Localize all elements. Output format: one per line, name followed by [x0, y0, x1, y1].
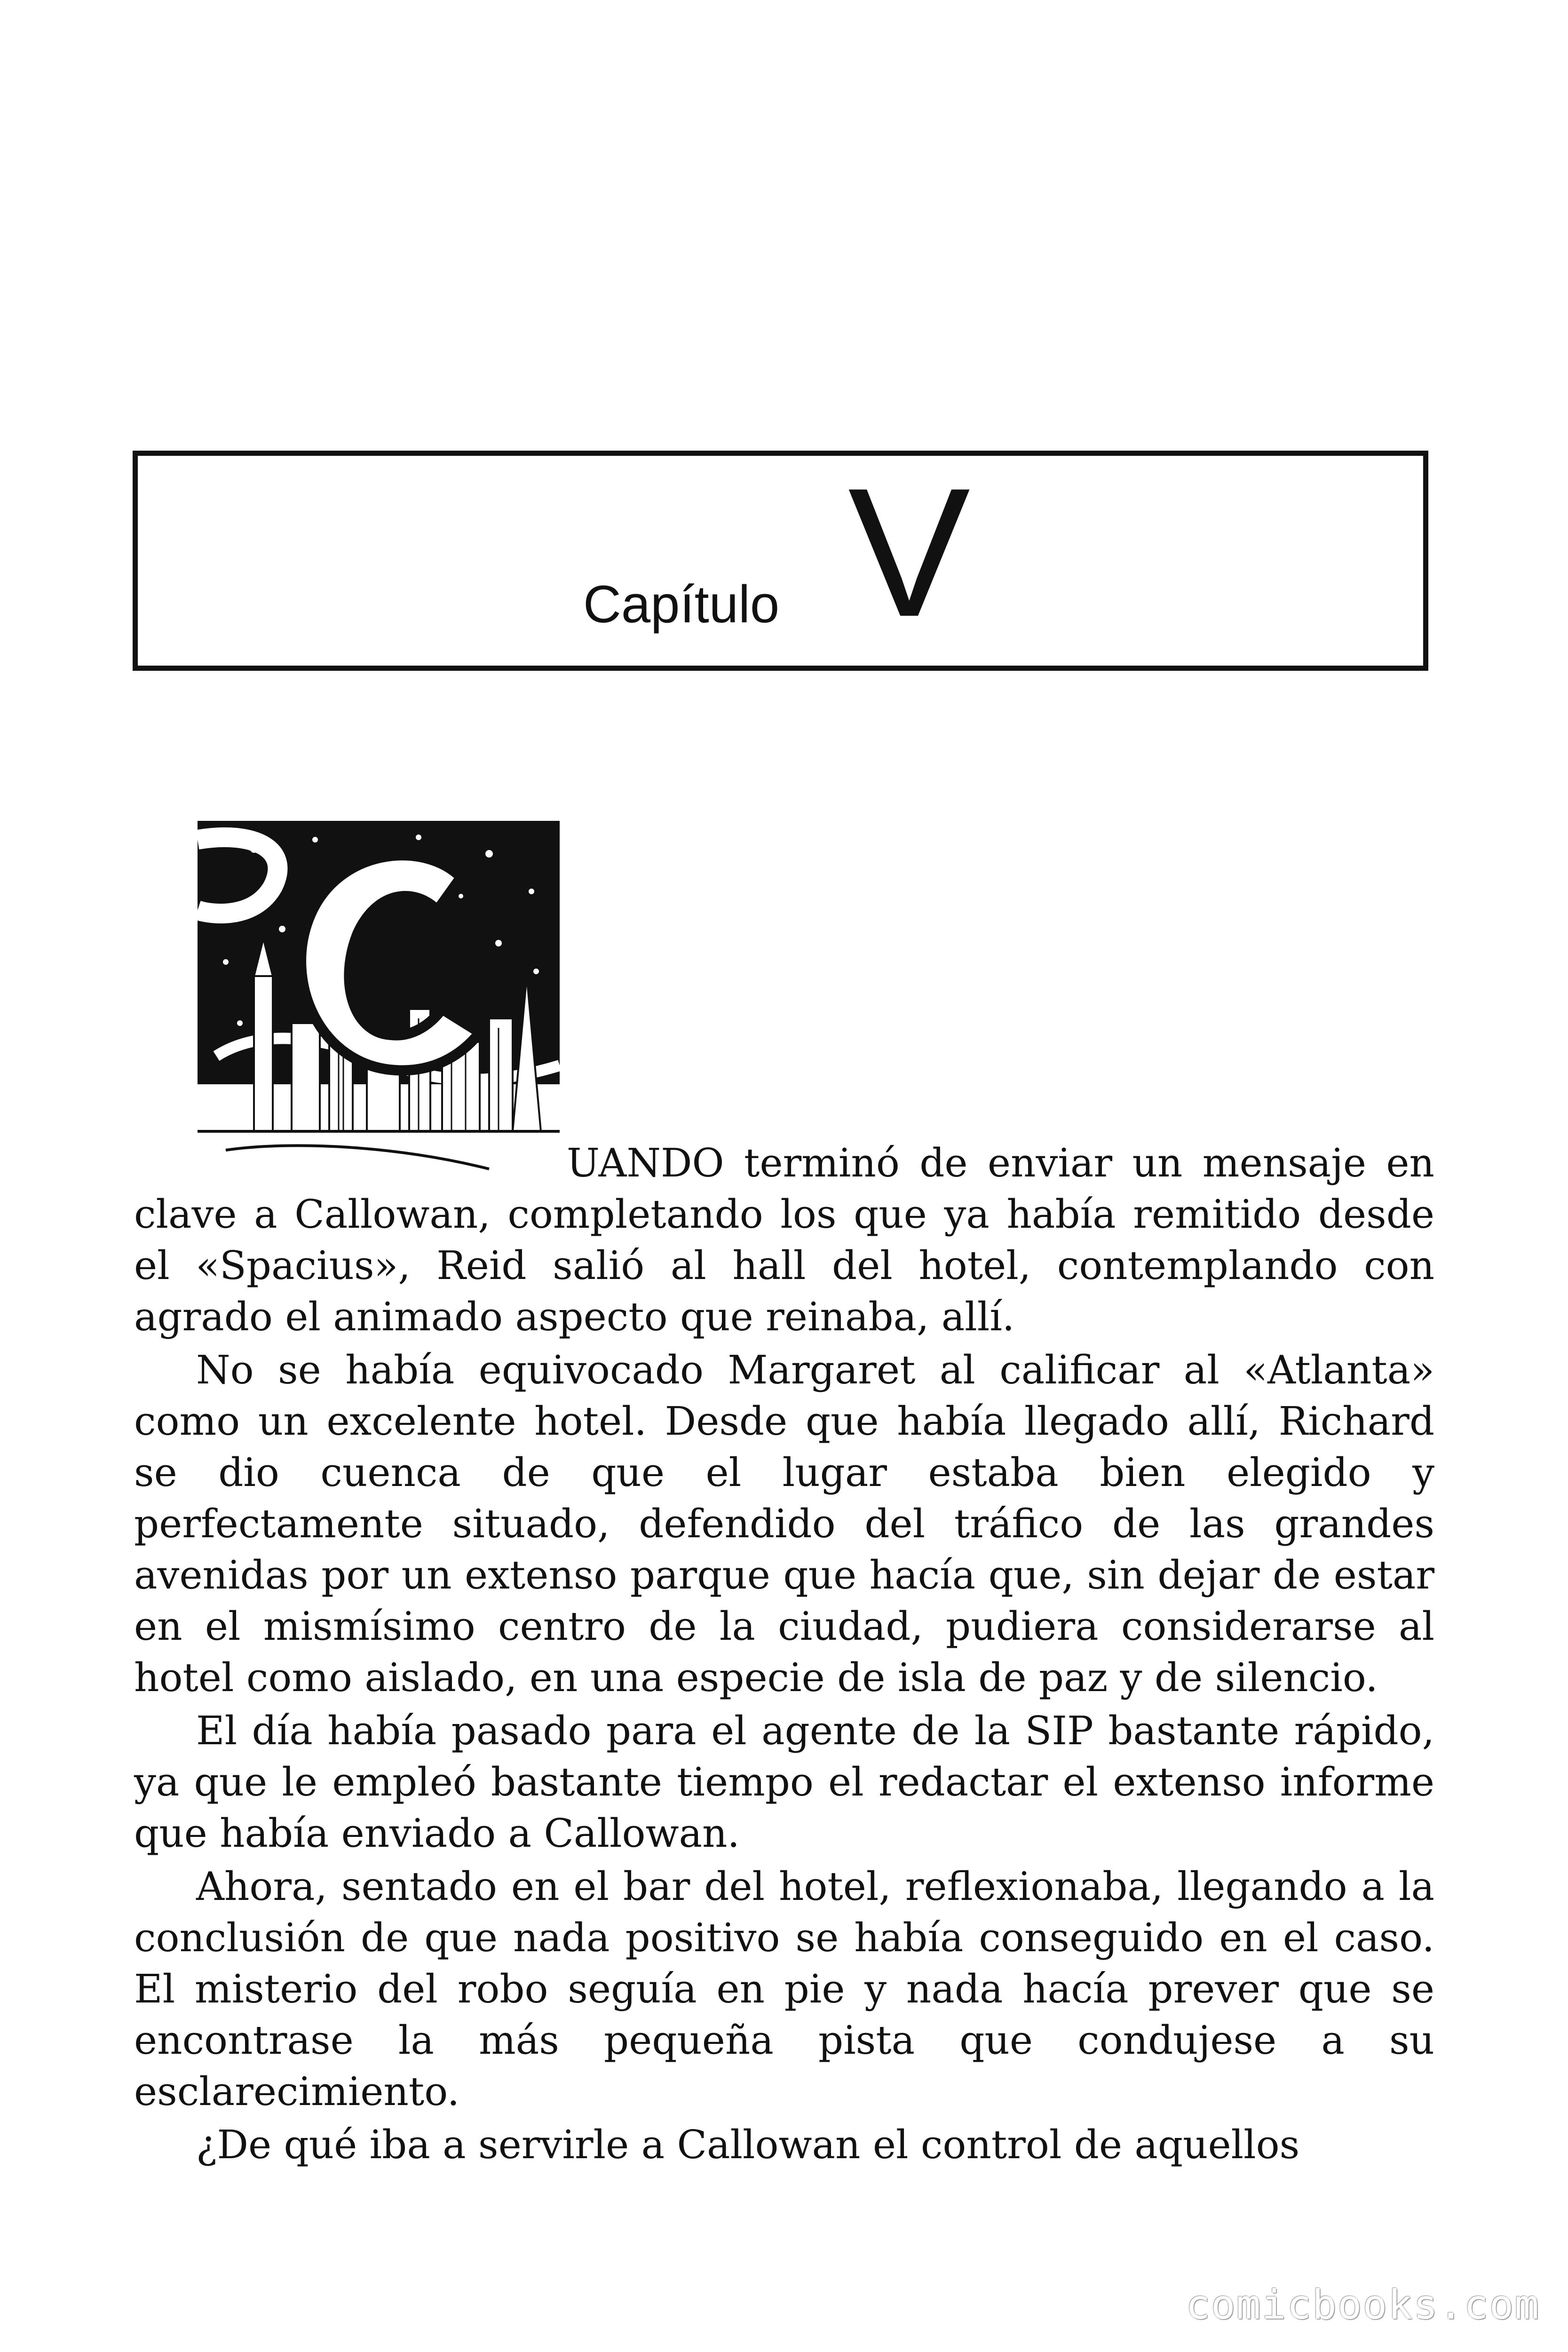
- paragraph: El día había pasado para el agente de la SIP bastante rápido, ya que le empleó bastante tiempo el redactar el extenso informe que había enviado a Callowan.: [134, 1708, 1434, 1856]
- chapter-heading-box: [133, 451, 1428, 671]
- paragraph: ¿De qué iba a servirle a Callowan el control de aquellos: [196, 2122, 1300, 2168]
- paragraph: [134, 1137, 1434, 1343]
- dropcap-c-icon: [198, 821, 560, 1183]
- body-text: [134, 1137, 1434, 2172]
- paragraph: No se había equivocado Margaret al calificar al «Atlanta» como un excelente hotel. Desde que había llegado allí, Richard se dio cuenca de que el lugar estaba bien elegido y perfectamente situado, defendido del tráfico de las grandes avenidas por un extenso parque que hacía que, sin dejar de estar en el mismísimo centro de la ciudad, pudiera considerarse al hotel como aislado, en una especie de isla de paz y de silencio.: [134, 1347, 1434, 1700]
- chapter-numeral: V: [848, 450, 971, 655]
- watermark: comicbooks.com: [1186, 2281, 1540, 2328]
- paragraph-text: UANDO terminó de enviar un mensaje en clave a Callowan, completando los que ya había remitido desde el «Spacius», Reid salió al hall del hotel, contemplando con agrado el animado aspecto que reinaba, allí.: [134, 1140, 1434, 1340]
- dropcap-illustration: [198, 821, 560, 1183]
- chapter-label: Capítulo: [583, 575, 780, 634]
- paragraph: Ahora, sentado en el bar del hotel, reflexionaba, llegando a la conclusión de que nada positivo se había conseguido en el caso. El misterio del robo seguía en pie y nada hacía prever que se encontrase la más pequeña pista que condujese a su esclarecimiento.: [134, 1864, 1434, 2114]
